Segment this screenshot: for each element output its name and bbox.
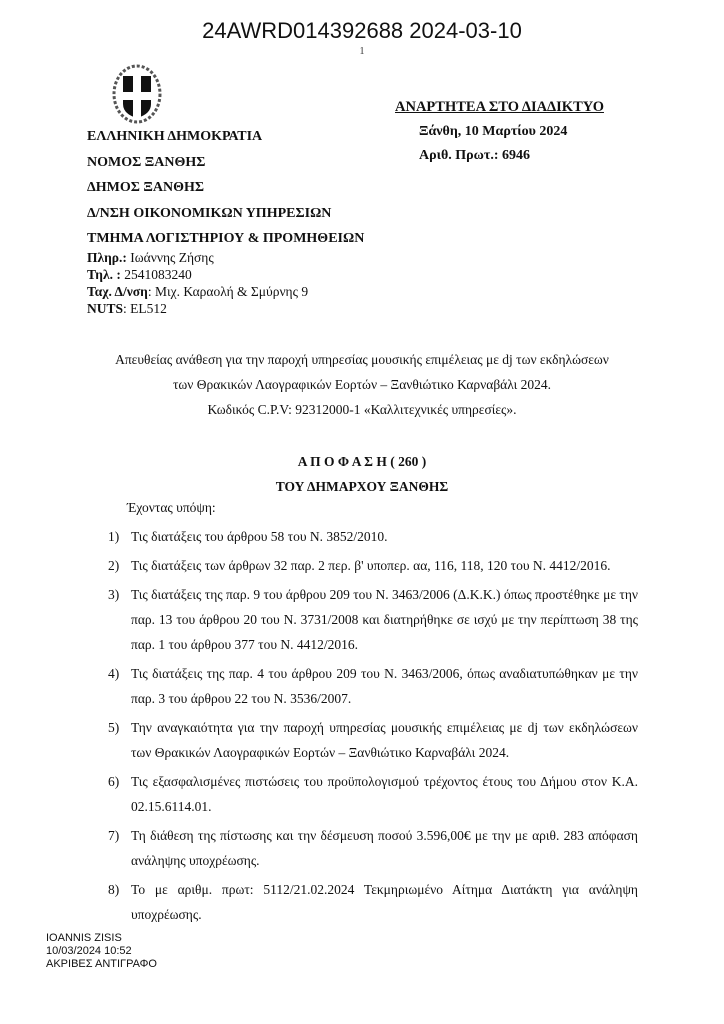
authority-line: ΤΜΗΜΑ ΛΟΓΙΣΤΗΡΙΟΥ & ΠΡΟΜΗΘΕΙΩΝ xyxy=(87,231,365,246)
item-number: 3) xyxy=(108,587,120,602)
item-number: 7) xyxy=(108,828,120,843)
signature-datetime: 10/03/2024 10:52 xyxy=(46,945,132,957)
page-number: 1 xyxy=(359,46,365,57)
document-meta xyxy=(395,99,604,164)
phone-label: Τηλ. : xyxy=(87,267,121,282)
cpv-code: Κωδικός C.P.V: 92312000-1 «Καλλιτεχνικές υπηρεσίες». xyxy=(207,402,517,417)
list-item xyxy=(108,661,638,711)
greek-coat-of-arms-icon xyxy=(111,64,163,128)
authority-line: ΔΗΜΟΣ ΞΑΝΘΗΣ xyxy=(87,180,205,195)
list-item xyxy=(108,524,638,549)
item-text: Τις διατάξεις του άρθρου 58 του Ν. 3852/2010. xyxy=(131,529,388,544)
item-text: Τις εξασφαλισμένες πιστώσεις του προϋπολογισμού τρέχοντος έτους του Δήμου στον Κ.Α. 02.15.6114.01. xyxy=(131,774,638,814)
item-text: Τις διατάξεις της παρ. 9 του άρθρου 209 του Ν. 3463/2006 (Δ.Κ.Κ.) όπως προστέθηκε με την παρ. 13 του άρθρου 20 του Ν. 3731/2008 και διατηρήθηκε σε ισχύ με την περίπτωση 38 της παρ. 1 του άρθρου 377 του Ν. 4412/2016. xyxy=(131,587,638,652)
post-online-notice: ΑΝΑΡΤΗΤΕΑ ΣΤΟ ΔΙΑΔΙΚΤΥΟ xyxy=(395,99,604,115)
info-value: Ιωάννης Ζήσης xyxy=(126,250,214,265)
digital-signature-footer xyxy=(46,932,157,971)
decision-heading xyxy=(0,449,724,499)
address-label: Ταχ. Δ/νση xyxy=(87,284,148,299)
item-text: Τις διατάξεις των άρθρων 32 παρ. 2 περ. β' υποπερ. αα, 116, 118, 120 του Ν. 4412/2016. xyxy=(131,558,611,573)
authority-line: ΕΛΛΗΝΙΚΗ ΔΗΜΟΚΡΑΤΙΑ xyxy=(87,129,263,144)
place-date: Ξάνθη, 10 Μαρτίου 2024 xyxy=(419,124,568,139)
authority-line: Δ/ΝΣΗ ΟΙΚΟΝΟΜΙΚΩΝ ΥΠΗΡΕΣΙΩΝ xyxy=(87,205,332,221)
list-item xyxy=(108,715,638,765)
nuts-value: : EL512 xyxy=(123,301,167,316)
item-text: Την αναγκαιότητα για την παροχή υπηρεσίας μουσικής επιμέλειας με dj των εκδηλώσεων των Θρακικών Λαογραφικών Εορτών – Ξανθιώτικο Καρναβάλι 2024. xyxy=(131,720,638,760)
subject-block xyxy=(0,347,724,422)
item-text: Τη διάθεση της πίστωσης και την δέσμευση ποσού 3.596,00€ με την με αριθ. 283 απόφαση ανάληψης υποχρέωσης. xyxy=(131,828,638,868)
decision-subtitle: ΤΟΥ ΔΗΜΑΡΧΟΥ ΞΑΝΘΗΣ xyxy=(275,479,449,494)
list-item xyxy=(108,553,638,578)
having-regard-label: Έχοντας υπόψη: xyxy=(127,500,216,515)
issuing-authority xyxy=(87,124,364,252)
list-item xyxy=(108,877,638,927)
authority-line: ΝΟΜΟΣ ΞΑΝΘΗΣ xyxy=(87,154,206,170)
list-item xyxy=(108,769,638,819)
ada-code-stamp: 24AWRD014392688 2024-03-10 xyxy=(202,18,522,43)
certified-copy-label: ΑΚΡΙΒΕΣ ΑΝΤΙΓΡΑΦΟ xyxy=(46,958,157,970)
item-text: Το με αριθμ. πρωτ: 5112/21.02.2024 Τεκμηριωμένο Αίτημα Διατάκτη για ανάληψη υποχρέωσης. xyxy=(131,882,638,922)
phone-value: 2541083240 xyxy=(120,267,192,282)
signer-name: IOANNIS ZISIS xyxy=(46,932,122,944)
considerations-list xyxy=(108,524,638,931)
list-item xyxy=(108,582,638,657)
item-number: 4) xyxy=(108,666,120,681)
item-number: 5) xyxy=(108,720,120,735)
nuts-label: NUTS xyxy=(87,301,124,316)
item-number: 1) xyxy=(108,529,120,544)
item-number: 2) xyxy=(108,558,120,573)
contact-info xyxy=(87,249,308,317)
item-text: Τις διατάξεις της παρ. 4 του άρθρου 209 του Ν. 3463/2006, όπως αναδιατυπώθηκαν με την παρ. 3 του άρθρου 22 του Ν. 3536/2007. xyxy=(131,666,638,706)
protocol-number: Αριθ. Πρωτ.: 6946 xyxy=(419,148,530,163)
decision-title: Α Π Ο Φ Α Σ Η ( 260 ) xyxy=(297,454,427,469)
info-label: Πληρ.: xyxy=(87,250,127,265)
subject-line: των Θρακικών Λαογραφικών Εορτών – Ξανθιώτικο Καρναβάλι 2024. xyxy=(172,377,552,392)
item-number: 6) xyxy=(108,774,120,789)
address-value: : Μιχ. Καραολή & Σμύρνης 9 xyxy=(147,284,309,299)
subject-line: Απευθείας ανάθεση για την παροχή υπηρεσίας μουσικής επιμέλειας με dj των εκδηλώσεων xyxy=(115,352,609,367)
item-number: 8) xyxy=(108,882,120,897)
list-item xyxy=(108,823,638,873)
